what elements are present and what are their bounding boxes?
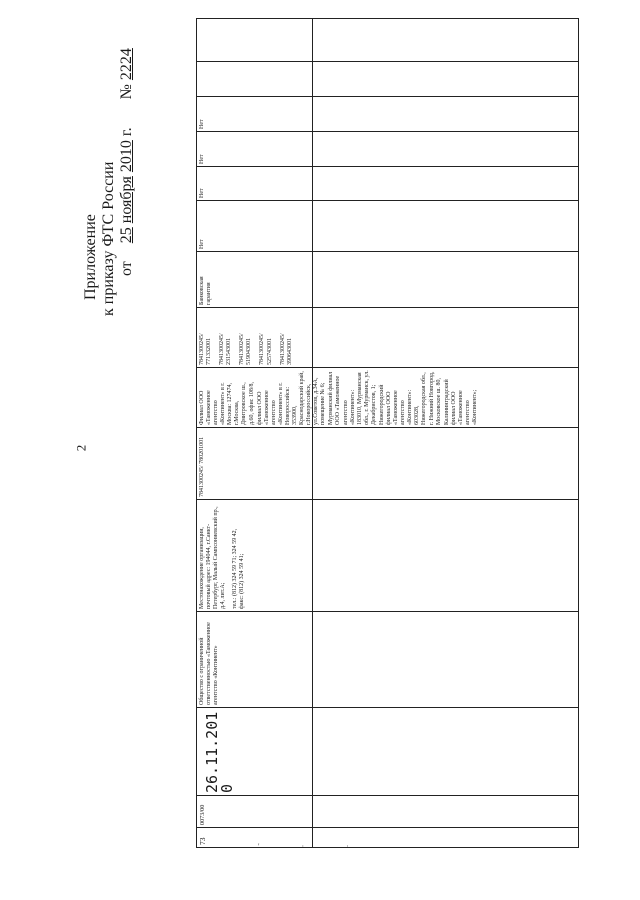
registration-number-cell: 0073/00 [197, 795, 312, 827]
appendix-title: Приложение [82, 214, 99, 300]
appendix-order-date-line [118, 48, 136, 276]
empty-cell [313, 707, 578, 795]
filial-entry: филиал ООО «Таможенное агентство «Континент» в г. Новороссийск: 353900, Краснодарский край, г.Новороссийск, ул.Советов, д.34А, помещение № 6; [256, 371, 327, 425]
empty-cell [313, 200, 578, 251]
table-row-empty [313, 19, 578, 847]
empty-cell [197, 61, 312, 96]
table-row [197, 19, 478, 847]
filial-codes-cell [197, 307, 312, 367]
flag-cell: Нет [197, 131, 312, 166]
filial-code: 7841300245/ 231543001 [219, 333, 233, 365]
empty-cell [313, 251, 578, 307]
location-cell [197, 499, 312, 611]
flag-cell: Нет [197, 200, 312, 251]
order-day: 25 [118, 227, 135, 244]
order-year-suffix: г. [118, 127, 135, 137]
order-month: ноября [118, 176, 135, 224]
empty-cell [313, 96, 578, 131]
empty-cell [313, 131, 578, 166]
empty-cell [313, 499, 578, 611]
number-sign: № [118, 84, 135, 100]
organization-name-cell: Общество с ограниченной ответственностью «Таможенное агентство «Континент» [197, 611, 312, 707]
empty-cell [313, 166, 578, 200]
appendix-order-reference: к приказу ФТС России [100, 161, 117, 316]
empty-cell [197, 19, 312, 61]
flag-cell: Нет [197, 96, 312, 131]
registration-date-cell: 26.11.2010 [197, 707, 312, 795]
order-number: 2224 [118, 48, 135, 81]
empty-cell [313, 19, 578, 61]
filial-entry: Филиал ООО «Таможенное агентство «Континент» в г. Москва: 127474, г.Москва, Дмитровское ш., д.60, офис 108/8, [199, 382, 255, 425]
filials-cell [197, 367, 478, 427]
registry-table [196, 18, 579, 848]
scan-marks: ' · · [258, 842, 369, 851]
empty-cell [313, 611, 578, 707]
empty-cell [313, 61, 578, 96]
row-number-cell: 73 [197, 827, 312, 847]
order-year: 2010 [118, 140, 135, 173]
empty-cell [313, 427, 578, 499]
empty-cell [313, 367, 578, 427]
phone-text: тел.: (812) 324 59 71; 324 59 42, [232, 528, 239, 609]
empty-cell [313, 795, 578, 827]
page-number: 2 [73, 444, 89, 452]
guarantee-cell: Банковская гарантия [197, 251, 312, 307]
date-prefix: от [118, 261, 135, 276]
flag-cell: Нет [197, 166, 312, 200]
filial-entry: Мурманский филиал ООО «Таможенное агентство «Континент»: 183010, Мурманская обл., г. Мурманск, ул. Декабристов, 1; [328, 370, 377, 425]
fax-text: факс: (812) 324 59 41; [239, 553, 246, 609]
filial-entry: Калининградский филиал ООО «Таможенное агентство «Континент»; [443, 379, 478, 425]
filial-code: 7841300245/ 771332001 [199, 333, 213, 365]
empty-cell [313, 307, 578, 367]
filial-code: 7841300245/ 525743001 [259, 333, 273, 365]
filial-code: 7841300245/ 519043001 [239, 333, 253, 365]
filial-code: 7841300245/ 390643001 [279, 333, 293, 365]
filial-entry: Нижегородский филиал ООО «Таможенное агентство «Континент»: 603028, Нижегородская обл., г. Нижний Новгород, Московское ш. 80, [378, 371, 442, 425]
location-address: Местонахождение организации, почтовый адрес: 194044, г.Санкт-Петербург, Малый Сампсониевский пр., д.4, лит.А; [199, 506, 227, 609]
inn-kpp-cell: 7841300245/ 780201001 [197, 427, 312, 499]
